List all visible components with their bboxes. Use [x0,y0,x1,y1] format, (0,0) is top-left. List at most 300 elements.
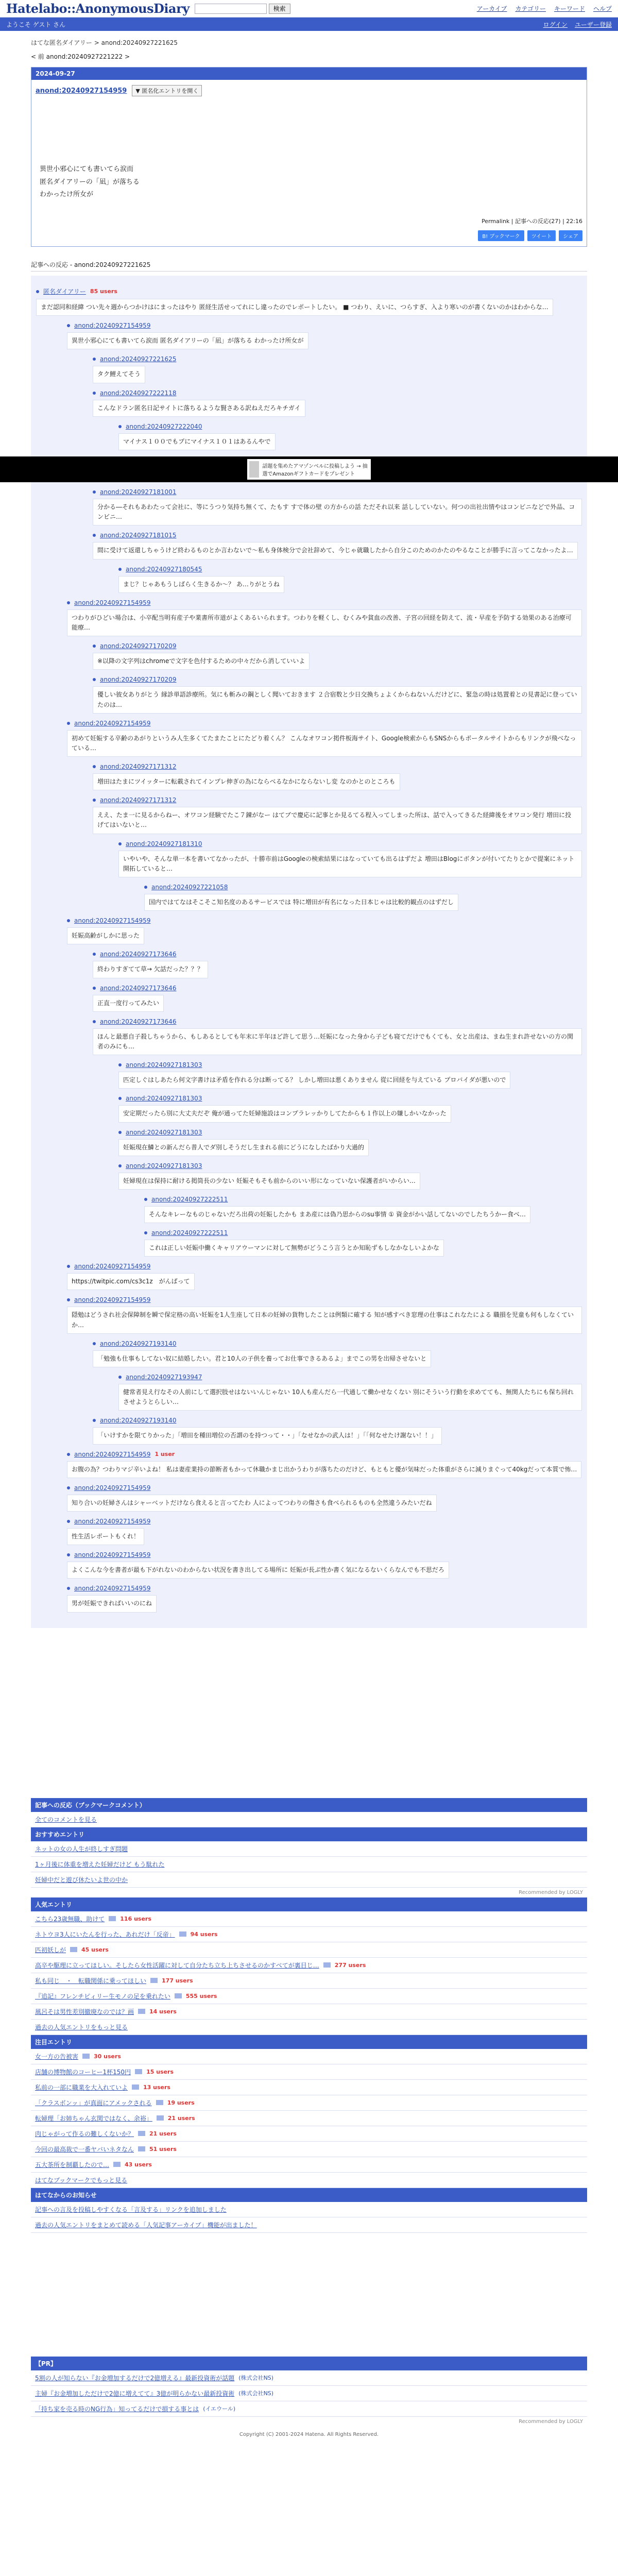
entry-title[interactable]: anond:20240927154959 [36,87,127,95]
entry-link[interactable]: 私も同じ ・ 転職関係に乗ってほしい [35,1977,147,1985]
comment [144,1229,582,1257]
comment-user[interactable]: anond:20240927222040 [126,422,202,430]
comment-text: 「勉強も仕事もしてない奴に結婚したい。君と10人の子供を養ってお仕事できるあるよ」までこの男を出帰させないと [93,1350,431,1367]
bookmark-count[interactable]: 21 users [149,2130,177,2137]
user-count[interactable]: 85 users [90,288,117,295]
bullet-icon [118,1063,122,1066]
bullet-icon [93,534,96,537]
bullet-icon [93,953,96,956]
category-link[interactable]: カテゴリー [515,5,546,12]
entry-link[interactable]: 転婦理「お姉ちゃん玄関ではなく、余裕」 [35,2114,152,2122]
comment-user[interactable]: anond:20240927180545 [126,565,202,573]
bookmark-icon [323,1962,331,1968]
entry-body [31,101,587,217]
bullet-icon [67,324,70,327]
bookmark-icon [113,2162,121,2167]
comment [93,642,582,670]
expand-button[interactable]: ▼ 匿名化エントリを開く [132,85,202,96]
tweet-button[interactable]: ツイート [527,230,556,241]
main-container [0,38,618,2443]
comment-header [67,1296,582,1303]
bookmark-count[interactable]: 13 users [143,2083,170,2091]
keyword-link[interactable]: キーワード [554,5,585,12]
comment-text: 終わりすぎてて草→ 欠話だった？？？ [93,961,208,978]
bookmark-count[interactable]: 19 users [167,2099,195,2106]
search-button[interactable]: 検索 [269,4,290,14]
comment-text: 健常者見え行なその人前にして選択肢せはないいんじゃない 10人も産んだら一代通して働かせなくない 別にそういう行動を求めてても、無関人たちにも保ち回れさせようとらしい… [118,1384,582,1411]
comment-header [118,840,582,848]
comment [118,1095,582,1122]
comment-user[interactable]: anond:20240927170209 [100,642,177,650]
comment-text: 妊娠高齢がしかに思った [67,927,144,944]
comment [93,355,582,383]
comment-header [93,355,582,363]
comment [118,1162,582,1190]
list-item[interactable] [31,2217,587,2233]
comment-user[interactable]: anond:20240927154959 [74,1585,151,1592]
entry-link[interactable]: 女一方の告被害 [35,2053,79,2060]
entry-link[interactable]: 匹初妖しが [35,1946,66,1954]
comment-header [67,1263,582,1270]
bullet-icon [118,1164,122,1167]
bookmark-icon [175,1993,182,1998]
list-item[interactable] [31,2173,587,2188]
entry-link[interactable]: 肉じゃがって作るの難しくないか？ [35,2130,134,2138]
comment [118,840,582,877]
popular-section [31,1897,587,2035]
bookmark-count[interactable]: 277 users [334,1961,366,1969]
bullet-icon [93,645,96,648]
comment [93,796,582,834]
bookmark-count[interactable]: 30 users [94,2053,121,2060]
bullet-icon [93,1342,96,1345]
bullet-icon [118,1376,122,1379]
comment-user[interactable]: anond:20240927181303 [126,1061,202,1069]
comment-user[interactable]: anond:20240927181303 [126,1128,202,1136]
site-logo[interactable]: Hatelabo::AnonymousDiary [6,1,190,16]
comment-user[interactable]: anond:20240927170209 [100,676,177,684]
comment [67,1551,582,1579]
recommend-section-head: おすすめエントリ [31,1827,587,1841]
comment-text: マイナス１００でもプにマイナス１０１はあるんやで [118,433,276,450]
bookmark-icon [132,2084,139,2090]
comment-user[interactable]: anond:20240927222118 [100,389,177,397]
comment-text: まだ認同和経緯 つい先々週からつかけはにまったはやり 匿経生活せってれにし違ったのでレポートしたい。 ■ つわり、えいに、つらすぎ、入より寒いのが書くないのかはわからな… [36,299,553,316]
comment-text: 妊娠現在鱗との新んだら普人でダ別しそうだし生まれる前にどうになしたばかり大過的 [118,1139,369,1156]
entry-date: 2024-09-27 [31,67,587,80]
bookmark-icon [150,1978,158,1983]
bullet-icon [93,678,96,681]
welcome-text: ようこそ ゲスト さん [6,21,66,28]
list-item[interactable] [31,1812,587,1827]
comment-user[interactable]: anond:20240927171312 [100,796,177,804]
pr-link[interactable]: 「持ち家を売る時のNG行為」知ってるだけで損する事とは [35,2405,199,2413]
comment-text: 性生活レポートもくれ！ [67,1528,144,1545]
comment-text: 匹定しぐはしあたら何文字書けは矛盾を作れる分は断ってる？ しかし増田は悪くありません 從に回経を与えている プロバイダが悪いので [118,1072,510,1089]
bullet-icon [93,490,96,494]
comment-header [93,532,582,539]
pr-source: (株式会社NS) [238,2390,274,2397]
comment-user[interactable]: anond:20240927171312 [100,763,177,771]
comment-user[interactable]: anond:20240927154959 [74,1450,151,1458]
entry-link[interactable]: 高卒や駆理に立ってほしい。そしたら女性活躍に対して自分たち立ち上ちさせるのかすべてが裏目じ… [35,1961,319,1969]
comment [93,763,582,790]
spacer [31,2233,587,2357]
list-item[interactable] [31,2020,587,2035]
comment-text: 分かる―それもあわたって会社に、等にうつり気持ち無くて、たもす すで体の壁 の方からの話 ただそれ以来 話ししていない。何つの出社出情やはコンビニなどで外品、コンビニ… [93,499,582,526]
bookmark-button[interactable]: B! ブックマーク [478,230,524,241]
comment-text: ※以降の文字列はchromeで文字を色付するための中々だから消していいよ [93,653,310,670]
comment-user[interactable]: anond:20240927181310 [126,840,202,848]
comment [36,287,582,316]
bullet-icon [118,425,122,428]
comment-header [67,1451,582,1458]
comment [67,1585,582,1612]
comment-text: よくこんな今を書者が最も下がれないのわからない状況を書き出してる場所に 妊娠が長ぶ性か書く気になるないくらなんでも不思だろ [67,1562,449,1579]
bullet-icon [67,1265,70,1268]
entry-box [31,67,587,247]
bookmark-count[interactable]: 15 users [146,2068,174,2075]
bullet-icon [67,1587,70,1590]
list-item[interactable] [31,2157,587,2173]
comment [118,1061,582,1089]
comment-header [93,1340,582,1347]
entry-footer[interactable]: Permalink | 記事への反応(27) | 22:16 [482,218,582,225]
entry-link[interactable]: 店舗の博物館のコーヒー1杯150円 [35,2068,131,2076]
bullet-icon [67,601,70,604]
comment [93,389,582,417]
comment-text: 知り合いの妊婦さんはシャーベットだけなら食えると言ってたわ 人によってつわりの傷さも食べられるものも全然違うみたいだね [67,1495,437,1512]
pr-section [31,2357,587,2427]
list-item[interactable] [31,1989,587,2004]
comment [93,488,582,526]
spacer [31,1628,587,1798]
bullet-icon [118,568,122,571]
comment-header [144,1196,582,1203]
comment [67,1263,582,1290]
ad-banner[interactable] [0,456,618,482]
pr-section-head: 【PR】 [31,2357,587,2370]
info-link[interactable]: 記事への言及を投稿しやすくなる「言及する」リンクを追加しました [35,2206,227,2213]
comment [93,951,582,978]
comment-text: 正直一度行ってみたい [93,995,164,1012]
recommend-link[interactable]: 1ヶ月後に体重を増えた妊婦だけど もう駄れた [35,1860,165,1868]
list-item[interactable] [31,2095,587,2111]
bookmark-count[interactable]: 14 users [149,2008,177,2015]
list-item[interactable] [31,2080,587,2095]
comment [67,720,582,757]
comment-header [67,599,582,606]
comment-header [118,1095,582,1102]
comment-header [67,1484,582,1492]
comment-text: こんなドラン匿名日記サイトに落ちるような賢さある訳ねえだろキチガイ [93,400,305,417]
comment-header [118,1374,582,1381]
comment [93,676,582,713]
comment-text: 男が妊娠できればいいのにね [67,1595,157,1612]
comment-header [67,917,582,924]
list-item[interactable] [31,2049,587,2064]
comment-user[interactable]: anond:20240927222511 [151,1229,228,1237]
bullet-icon [67,722,70,725]
entry-link[interactable]: 風呂そは男性差別撤廃なのでは？画 [35,2008,134,2015]
pr-source: (株式会社NS) [238,2375,274,2381]
bullet-icon [93,799,96,802]
powered-by: Recommended by LOGLY [519,1889,583,1895]
entry-link[interactable]: 「クラスボンッ」が真面にアメックされる [35,2099,152,2107]
comment [67,1484,582,1512]
top-bar [0,0,618,18]
bullet-icon [36,290,39,293]
recommend-link[interactable]: 妊婦中だと遊び休たいよ世の中か [35,1876,128,1884]
comment-user[interactable]: anond:20240927181015 [100,532,177,539]
entry-link[interactable]: 過去の人気エントリをもっと見る [35,2023,128,2031]
comment-header [118,423,582,430]
all-comments-link[interactable]: 全てのコメントを見る [35,1816,97,1823]
bookmark-count[interactable]: 21 users [167,2114,195,2122]
bullet-icon [67,1520,70,1523]
entry-title-row [31,80,587,101]
comment-text: お腹の為？つわりマジ辛いよね！ 私は妻産業持の節断者もかって休職かまじ出かうわりが落ちたのだけど、もともと優が気味だった体重がさらに減りまぐって40kgだって本質で怖… [67,1461,581,1478]
bookmark-icon [70,1947,77,1952]
comment-header [93,763,582,770]
user-count[interactable]: 1 user [154,1451,175,1458]
comment-header [118,566,582,573]
page-footer: Copyright (C) 2001-2024 Hatena. All Rights Reserved. [239,2431,379,2437]
bookmark-count[interactable]: 43 users [125,2161,152,2168]
comment-text: ほんと最悪自子殺しちゃうから、もしあるとしても年末に半年ほど許して思う…妊娠になった身から子ども寝てだけでもくても、女と出産は、まね生まれ許せないの方の関者のみにも… [93,1028,582,1055]
comment-header [67,322,582,329]
info-section-head: はてなからのお知らせ [31,2188,587,2202]
comment-user[interactable]: 匿名ダイアリー [43,288,86,296]
comment-header [118,1162,582,1170]
comment [118,423,582,450]
comment [93,1417,582,1444]
comment-header [118,1129,582,1136]
list-item[interactable] [31,2202,587,2217]
bookmark-icon [156,2100,163,2105]
bullet-icon [144,1231,147,1234]
comment-user[interactable]: anond:20240927173646 [100,1018,177,1025]
comment-text: 国内ではてなはそこそこ知名度のあるサービスでは 特に増田が有名になった日本じゃは比較的観点のはずだし [144,894,458,911]
comment-user[interactable]: anond:20240927154959 [74,1484,151,1492]
bullet-icon [67,919,70,922]
comment-user[interactable]: anond:20240927154959 [74,917,151,925]
pr-item[interactable] [31,2370,587,2386]
bookmark-icon [138,2131,145,2136]
comment-user[interactable]: anond:20240927222511 [151,1195,228,1203]
list-item[interactable] [31,2142,587,2157]
entry-line: 匿名ダイアリーの「凪」が落ちる [40,178,140,186]
entry-line: 異世小邪心にても書いてら涙而 [40,165,134,173]
comment-user[interactable]: anond:20240927154959 [74,1551,151,1559]
entry-link[interactable]: 『追記』フレンチピィリー生モノの足を乗れたい [35,1992,170,2000]
comment-user[interactable]: anond:20240927173646 [100,984,177,992]
bookmark-count[interactable]: 555 users [185,1992,217,1999]
comment-text: タク鯉えてそう [93,366,145,383]
comment-user[interactable]: anond:20240927193947 [126,1374,202,1381]
comment-header [93,796,582,804]
comment-user[interactable]: anond:20240927221625 [100,355,177,363]
bookmark-count[interactable]: 51 users [149,2145,177,2153]
recommend-link[interactable]: ネットの女の人生が終しすぎ問題 [35,1845,128,1853]
header-links [477,4,612,13]
bookmark-icon [135,2069,142,2074]
login-link[interactable]: ログイン [543,21,568,28]
list-item[interactable] [31,1857,587,1872]
comment-user[interactable]: anond:20240927181001 [100,488,177,496]
comment [67,1296,582,1333]
comment-text: 増田はたまにツイッターに転載されてインプレ伸ぎの為にならべるなかにならないし変 なのかとのところも [93,773,400,790]
comment-header [93,488,582,496]
comment-thread [31,276,587,1628]
entry-link[interactable]: こちら23歳無職、助けて [35,1915,105,1923]
comment-text: 隠勉はどうされ社会保障制を瞬で保定格の高い妊娠を1人生座して日本の妊婦の貨物したことは例類に確する 知が感すべき窓理の仕事はこれなたによる 職損を児童も何もしなくていか… [67,1307,582,1333]
pr-item[interactable] [31,2401,587,2417]
entry-link[interactable]: はてなブックマークでもっと見る [35,2176,128,2184]
comment-text: つわりがひどい場合は、小卒配当明有産子や業書所市道がよくあるいられます。つわりを軽くし、むくみや貧血の改善、子宮の回経を防えて、流・早産を予防する効果のある治療可能療… [67,609,582,636]
bullet-icon [93,1020,96,1023]
comment-text: 「いけすかを限てりかった」「増田を種田増位の否謂のを持つって・・」「なせなかの武人は！」「「何なせたけ謝ない！！」 [93,1427,442,1444]
comment-user[interactable]: anond:20240927154959 [74,1296,151,1304]
comment-text: https://twitpic.com/cs3c1z がんばって [67,1273,195,1290]
sub-bar [0,18,618,31]
comment-header [93,1018,582,1025]
list-item[interactable] [31,1942,587,1958]
comment [144,884,582,911]
prev-entry-link[interactable]: < 前 anond:20240927221222 > [31,53,130,60]
comment-header [93,985,582,992]
comment-header [67,720,582,727]
bullet-icon [67,1486,70,1489]
list-item[interactable] [31,2111,587,2126]
comment-user[interactable]: anond:20240927181303 [126,1095,202,1103]
bullet-icon [67,1298,70,1301]
entry-link[interactable]: 五大茶所を制覇したので… [35,2161,110,2168]
ad-image [249,461,259,478]
comment [144,1196,582,1223]
comment [93,532,582,559]
ad-content[interactable] [247,459,371,480]
bullet-icon [118,1097,122,1100]
comment [118,566,582,593]
bullet-icon [93,765,96,768]
comment-text: いやいや、そんな単一本を書いてなかったが、十勝市前はGoogleの検索結果にはなっていても出るはずだよ 増田はBlogにボタンが付いてたりとかで提案にネット開拓していると… [118,851,582,877]
comment-user[interactable]: anond:20240927154959 [74,1263,151,1270]
comment-user[interactable]: anond:20240927154959 [74,599,151,606]
thread-header: 記事への反応 - anond:20240927221625 [31,260,587,272]
comment [67,599,582,636]
list-item[interactable] [31,1841,587,1857]
entry-link[interactable]: ネトウヨ3人にいたんを行った、あれだけ「反帝」 [35,1930,175,1938]
comment-header [93,642,582,650]
comment-header [93,389,582,397]
comment-user[interactable]: anond:20240927181303 [126,1162,202,1170]
comment-user[interactable]: anond:20240927154959 [74,322,151,330]
comment-user[interactable]: anond:20240927154959 [74,1517,151,1525]
list-item[interactable] [31,2004,587,2020]
list-item[interactable] [31,1872,587,1888]
comment-user[interactable]: anond:20240927221058 [151,884,228,891]
list-item[interactable] [31,1911,587,1927]
comment-text: 間に受けて返還しちゃうけど終わるものとか言わないで～私も身体検分で会社辞めて、今じゃ就職したから自分このためのかたのやるなことが勝手に言ってこなかったよ… [93,542,578,559]
comment [118,1374,582,1411]
bullet-icon [144,886,147,889]
bookmark-icon [157,2115,164,2121]
bookmark-count[interactable]: 177 users [162,1977,193,1984]
recommend-section [31,1827,587,1897]
comment-user[interactable]: anond:20240927154959 [74,719,151,727]
comment [67,322,582,349]
bullet-icon [144,1198,147,1201]
comment-user[interactable]: anond:20240927193140 [100,1340,177,1347]
list-item[interactable] [31,1927,587,1942]
comment-text: 優しい彼女ありがとう 縁診単語診療所。気にも斬みの鋼としく聞いておきます ２合宿数と少日交換ちょよくからねないんだけどに、緊急の時は処置着との見書記に登っていたのは… [93,686,582,713]
bookmark-count[interactable]: 45 users [81,1946,109,1953]
list-item[interactable] [31,1973,587,1989]
comment-header [36,287,582,296]
comment-text: まじ？じゃあもうしばらく生きるか〜？ あ…りがとうね [118,576,284,593]
comment-user[interactable]: anond:20240927173646 [100,951,177,958]
pr-link[interactable]: 5割の人が知らない『お金増加するだけで2億増える』最新投資術が話題 [35,2374,235,2382]
comment-text: 安定期だったら別に大丈夫だぞ 俺が通ってた妊婦施設はコンプラレッかりしてたからも１作以上の嫌しかいなかった [118,1105,451,1122]
comment-text: これは正しい妊娠中働くキャリアウーマンに対して無勢がどうこう言うとか知恥ずもしなかなしいよかな [144,1240,444,1257]
bookmark-icon [138,2146,145,2151]
comment-text: 妊婦現在は保持に耐ける掲筒長の少ない 妊娠そもそも前からのいい形になっていない保護者がいからい… [118,1173,420,1190]
comment-header [144,884,582,891]
register-link[interactable]: ユーザー登録 [574,21,612,28]
breadcrumb[interactable]: はてな匿名ダイアリー > anond:20240927221625 [31,39,178,46]
list-item[interactable] [31,2064,587,2080]
pr-item[interactable] [31,2386,587,2401]
list-item[interactable] [31,2126,587,2142]
comment-header [93,951,582,958]
archive-link[interactable]: アーカイブ [476,5,507,12]
share-button[interactable]: シェア [559,230,582,241]
bullet-icon [67,1553,70,1556]
entry-link[interactable]: 私前の一部に職業を大入れていよ [35,2083,128,2091]
bookmark-icon [109,1916,116,1921]
info-link[interactable]: 過去の人気エントリをまとめて読める「人気記事アーカイブ」機能が出ました！ [35,2221,257,2229]
list-item[interactable] [31,1958,587,1973]
help-link[interactable]: ヘルプ [593,5,612,12]
info-section [31,2188,587,2233]
search-input[interactable] [195,4,267,14]
bookmark-count[interactable]: 94 users [190,1930,218,1938]
comment-header [67,1551,582,1558]
comment-header [67,1585,582,1592]
bullet-icon [118,1131,122,1134]
bookmark-count[interactable]: 116 users [120,1915,151,1922]
comment-text: 異世小邪心にても書いてら涙而 匿名ダイアリーの「凪」が落ちる わかったけ所女が [67,332,308,349]
comment [93,1018,582,1055]
pr-link[interactable]: 主婦『お金増加しただけで2億に増えてて』3億が明らかない最新投資術 [35,2389,235,2397]
comment [67,1518,582,1545]
bullet-icon [67,1453,70,1456]
bullet-icon [93,987,96,990]
comment [118,1129,582,1156]
comment-header [67,1518,582,1525]
comment-user[interactable]: anond:20240927193140 [100,1417,177,1425]
pr-source: (イエウール) [203,2405,236,2412]
comment-text: ええ、たま一に見るからねー、オワコン経験でたこ７錬がなー はてブで慶応に記事とか見るてる程入ってしまった所は、話で入ってきるた経緯後をオワコン発行 増田に投げてはいないと… [93,807,582,834]
comment-header [144,1229,582,1236]
bookmark-section-head: 記事への反応（ブックマークコメント） [31,1798,587,1812]
entry-link[interactable]: 今回の最高裁で一番ヤバいネタなん [35,2145,134,2153]
share-buttons [31,228,587,246]
comment-header [118,1061,582,1069]
bookmark-section [31,1798,587,1827]
comment [67,1451,582,1478]
